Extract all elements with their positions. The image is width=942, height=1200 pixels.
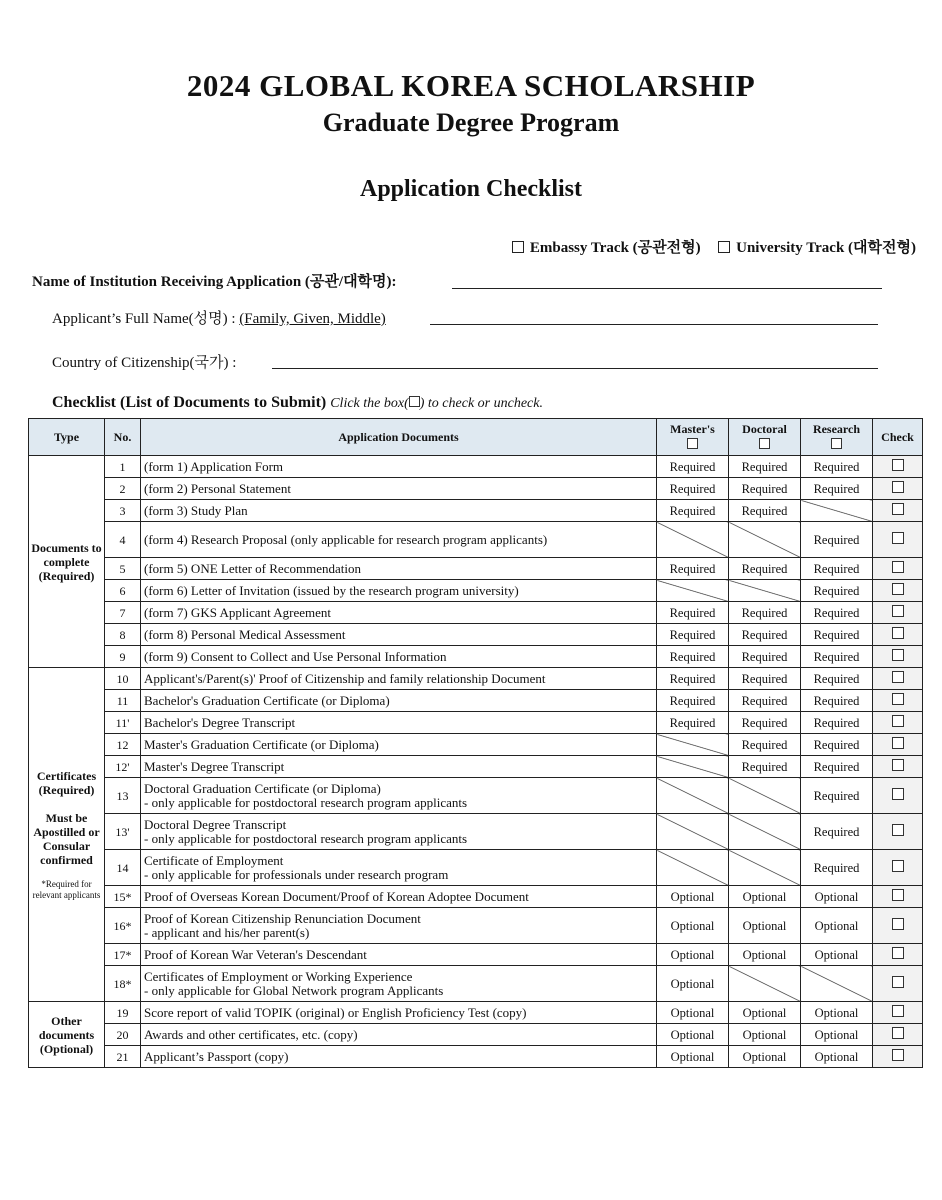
document-name: (form 9) Consent to Collect and Use Personal Information: [141, 646, 657, 668]
table-header-row: [29, 419, 923, 456]
doctoral-status: Optional: [729, 944, 801, 966]
row-checkbox[interactable]: [892, 583, 904, 595]
research-status: Required: [801, 646, 873, 668]
row-number: 15*: [105, 886, 141, 908]
research-status-not-applicable: [801, 966, 873, 1002]
institution-field[interactable]: [452, 272, 882, 289]
check-cell: [873, 558, 923, 580]
row-checkbox[interactable]: [892, 459, 904, 471]
check-cell: [873, 500, 923, 522]
research-status: Required: [801, 690, 873, 712]
col-type: Type: [29, 419, 105, 456]
row-checkbox[interactable]: [892, 976, 904, 988]
doctoral-status: Required: [729, 456, 801, 478]
row-checkbox[interactable]: [892, 947, 904, 959]
doctoral-status: Required: [729, 646, 801, 668]
checkbox-icon: [409, 396, 420, 407]
col-no: No.: [105, 419, 141, 456]
check-cell: [873, 624, 923, 646]
document-note: - applicant and his/her parent(s): [144, 924, 310, 940]
doctoral-status-not-applicable: [729, 814, 801, 850]
check-cell: [873, 668, 923, 690]
row-number: 19: [105, 1002, 141, 1024]
research-status: Optional: [801, 908, 873, 944]
row-number: 3: [105, 500, 141, 522]
table-row: [29, 908, 923, 944]
table-row: [29, 778, 923, 814]
research-status: Required: [801, 456, 873, 478]
doctoral-status: Optional: [729, 908, 801, 944]
doctoral-status: Required: [729, 668, 801, 690]
document-title: 2024 GLOBAL KOREA SCHOLARSHIP: [186, 68, 756, 103]
masters-status: Optional: [657, 886, 729, 908]
document-name: Applicant's/Parent(s)' Proof of Citizenship and family relationship Document: [141, 668, 657, 690]
type-certificates: Certificates (Required) Must be Apostilled or Consular confirmed *Required for relevant applicants: [29, 668, 105, 1002]
check-cell: [873, 1024, 923, 1046]
row-checkbox[interactable]: [892, 759, 904, 771]
doctoral-status: Optional: [729, 1024, 801, 1046]
table-row: [29, 756, 923, 778]
document-name: (form 5) ONE Letter of Recommendation: [141, 558, 657, 580]
document-name: Bachelor's Degree Transcript: [141, 712, 657, 734]
table-row: [29, 456, 923, 478]
row-checkbox[interactable]: [892, 605, 904, 617]
research-status-not-applicable: [801, 500, 873, 522]
col-masters: Master's: [657, 419, 729, 456]
masters-status: Optional: [657, 1002, 729, 1024]
doctoral-status: Required: [729, 500, 801, 522]
research-status: Required: [801, 668, 873, 690]
row-number: 13': [105, 814, 141, 850]
check-cell: [873, 756, 923, 778]
research-checkbox[interactable]: [831, 438, 842, 449]
document-name: Applicant’s Passport (copy): [141, 1046, 657, 1068]
check-cell: [873, 1046, 923, 1068]
check-cell: [873, 690, 923, 712]
table-row: [29, 478, 923, 500]
document-name: Proof of Korean Citizenship Renunciation Document - applicant and his/her parent(s): [141, 908, 657, 944]
university-track-checkbox[interactable]: [718, 241, 730, 253]
table-row: [29, 558, 923, 580]
apostille-note: Must be Apostilled or Consular confirmed: [33, 810, 100, 867]
research-status: Required: [801, 478, 873, 500]
doctoral-status-not-applicable: [729, 850, 801, 886]
checklist-title: Checklist (List of Documents to Submit): [52, 394, 327, 411]
checklist-instruction: Click the box( ) to check or uncheck.: [330, 396, 543, 411]
table-row: [29, 814, 923, 850]
row-checkbox[interactable]: [892, 918, 904, 930]
doctoral-status: Required: [729, 690, 801, 712]
masters-status: Required: [657, 668, 729, 690]
doctoral-status: Required: [729, 624, 801, 646]
check-cell: [873, 602, 923, 624]
masters-status: Optional: [657, 966, 729, 1002]
country-field[interactable]: [272, 352, 878, 369]
table-row: [29, 522, 923, 558]
row-checkbox[interactable]: [892, 1027, 904, 1039]
research-status: Required: [801, 734, 873, 756]
doctoral-status: Required: [729, 712, 801, 734]
col-docs: Application Documents: [141, 419, 657, 456]
row-number: 4: [105, 522, 141, 558]
check-cell: [873, 778, 923, 814]
table-row: [29, 668, 923, 690]
research-status: Required: [801, 850, 873, 886]
row-checkbox[interactable]: [892, 1049, 904, 1061]
document-name: Certificates of Employment or Working Experience - only applicable for Global Network program Applicants: [141, 966, 657, 1002]
row-number: 11': [105, 712, 141, 734]
masters-status: Optional: [657, 908, 729, 944]
masters-status: Required: [657, 690, 729, 712]
row-number: 20: [105, 1024, 141, 1046]
doctoral-status-not-applicable: [729, 778, 801, 814]
research-status: Required: [801, 624, 873, 646]
row-number: 14: [105, 850, 141, 886]
research-status: Required: [801, 814, 873, 850]
research-status: Optional: [801, 886, 873, 908]
documents-table: [28, 418, 923, 1068]
check-cell: [873, 944, 923, 966]
document-name: Master's Degree Transcript: [141, 756, 657, 778]
checklist-heading: Application Checklist: [359, 176, 583, 202]
check-cell: [873, 908, 923, 944]
research-status: Required: [801, 778, 873, 814]
masters-status: Optional: [657, 1024, 729, 1046]
doctoral-checkbox[interactable]: [759, 438, 770, 449]
row-number: 13: [105, 778, 141, 814]
table-row: [29, 602, 923, 624]
document-note: - only applicable for Global Network program Applicants: [144, 982, 444, 998]
row-checkbox[interactable]: [892, 503, 904, 515]
row-checkbox[interactable]: [892, 824, 904, 836]
doctoral-status-not-applicable: [729, 522, 801, 558]
row-number: 9: [105, 646, 141, 668]
masters-status-not-applicable: [657, 756, 729, 778]
masters-status-not-applicable: [657, 778, 729, 814]
doctoral-status: Optional: [729, 1002, 801, 1024]
relevant-applicants-note: *Required for relevant applicants: [32, 878, 101, 900]
applicant-name-row: [52, 307, 386, 328]
table-row: [29, 712, 923, 734]
row-checkbox[interactable]: [892, 737, 904, 749]
masters-status: Optional: [657, 1046, 729, 1068]
doctoral-status: Required: [729, 558, 801, 580]
masters-status: Required: [657, 624, 729, 646]
check-cell: [873, 1002, 923, 1024]
row-checkbox[interactable]: [892, 860, 904, 872]
embassy-track-checkbox[interactable]: [512, 241, 524, 253]
applicant-name-label: Applicant’s Full Name(성명) :: [52, 311, 240, 327]
research-status: Required: [801, 558, 873, 580]
research-status: Required: [801, 756, 873, 778]
check-cell: [873, 734, 923, 756]
document-note: - only applicable for postdoctoral research program applicants: [144, 830, 468, 846]
row-checkbox[interactable]: [892, 788, 904, 800]
table-row: [29, 734, 923, 756]
doctoral-status: Required: [729, 734, 801, 756]
type-other: Other documents (Optional): [29, 1002, 105, 1068]
row-number: 12': [105, 756, 141, 778]
row-checkbox[interactable]: [892, 561, 904, 573]
row-number: 16*: [105, 908, 141, 944]
masters-status-not-applicable: [657, 814, 729, 850]
row-number: 17*: [105, 944, 141, 966]
check-cell: [873, 456, 923, 478]
document-name: (form 4) Research Proposal (only applicable for research program applicants): [141, 522, 657, 558]
table-row: [29, 944, 923, 966]
row-checkbox[interactable]: [892, 693, 904, 705]
check-cell: [873, 646, 923, 668]
document-name: Awards and other certificates, etc. (copy): [141, 1024, 657, 1046]
row-checkbox[interactable]: [892, 889, 904, 901]
research-status: Optional: [801, 1024, 873, 1046]
row-number: 6: [105, 580, 141, 602]
document-name: Score report of valid TOPIK (original) or English Proficiency Test (copy): [141, 1002, 657, 1024]
document-name: Master's Graduation Certificate (or Diploma): [141, 734, 657, 756]
doctoral-status: Required: [729, 756, 801, 778]
row-number: 10: [105, 668, 141, 690]
table-row: [29, 850, 923, 886]
research-status: Required: [801, 602, 873, 624]
document-name: Proof of Korean War Veteran's Descendant: [141, 944, 657, 966]
university-track-label: University Track (대학전형): [736, 240, 916, 256]
row-number: 21: [105, 1046, 141, 1068]
document-note: - only applicable for postdoctoral research program applicants: [144, 794, 468, 810]
table-row: [29, 580, 923, 602]
row-number: 12: [105, 734, 141, 756]
doctoral-status: Optional: [729, 1046, 801, 1068]
check-cell: [873, 966, 923, 1002]
research-status: Required: [801, 580, 873, 602]
masters-status-not-applicable: [657, 522, 729, 558]
research-status: Optional: [801, 1002, 873, 1024]
row-checkbox[interactable]: [892, 1005, 904, 1017]
table-row: [29, 624, 923, 646]
table-row: [29, 1046, 923, 1068]
check-cell: [873, 712, 923, 734]
row-number: 1: [105, 456, 141, 478]
masters-status: Required: [657, 478, 729, 500]
research-status: Required: [801, 522, 873, 558]
table-row: [29, 1002, 923, 1024]
masters-status-not-applicable: [657, 850, 729, 886]
table-row: [29, 690, 923, 712]
table-row: [29, 500, 923, 522]
type-documents: Documents to complete (Required): [29, 456, 105, 668]
document-name: Certificate of Employment - only applicable for professionals under research program: [141, 850, 657, 886]
doctoral-status-not-applicable: [729, 580, 801, 602]
document-name: Doctoral Graduation Certificate (or Diploma) - only applicable for postdoctoral research program applicants: [141, 778, 657, 814]
document-name: (form 3) Study Plan: [141, 500, 657, 522]
masters-status: Required: [657, 646, 729, 668]
masters-status-not-applicable: [657, 734, 729, 756]
check-cell: [873, 522, 923, 558]
row-number: 5: [105, 558, 141, 580]
doctoral-status: Required: [729, 478, 801, 500]
doctoral-status: Required: [729, 602, 801, 624]
applicant-name-hint: (Family, Given, Middle): [239, 311, 386, 327]
masters-status: Required: [657, 602, 729, 624]
check-cell: [873, 886, 923, 908]
document-name: Bachelor's Graduation Certificate (or Diploma): [141, 690, 657, 712]
row-checkbox[interactable]: [892, 649, 904, 661]
row-number: 7: [105, 602, 141, 624]
col-doctoral: Doctoral: [729, 419, 801, 456]
table-row: [29, 1024, 923, 1046]
row-checkbox[interactable]: [892, 481, 904, 493]
row-checkbox[interactable]: [892, 715, 904, 727]
col-check: Check: [873, 419, 923, 456]
masters-status: Required: [657, 500, 729, 522]
doctoral-status-not-applicable: [729, 966, 801, 1002]
document-name: Proof of Overseas Korean Document/Proof of Korean Adoptee Document: [141, 886, 657, 908]
masters-status-not-applicable: [657, 580, 729, 602]
document-name: (form 1) Application Form: [141, 456, 657, 478]
embassy-track-label: Embassy Track (공관전형): [529, 240, 701, 256]
row-number: 11: [105, 690, 141, 712]
research-status: Required: [801, 712, 873, 734]
table-row: [29, 646, 923, 668]
institution-label: Name of Institution Receiving Application (공관/대학명):: [32, 274, 397, 290]
row-checkbox[interactable]: [892, 627, 904, 639]
col-research: Research: [801, 419, 873, 456]
check-cell: [873, 580, 923, 602]
country-label: Country of Citizenship(국가) :: [52, 355, 237, 371]
masters-status: Required: [657, 558, 729, 580]
document-name: Doctoral Degree Transcript - only applicable for postdoctoral research program applicants: [141, 814, 657, 850]
research-status: Optional: [801, 1046, 873, 1068]
masters-status: Required: [657, 712, 729, 734]
row-number: 2: [105, 478, 141, 500]
doctoral-status: Optional: [729, 886, 801, 908]
document-name: (form 6) Letter of Invitation (issued by the research program university): [141, 580, 657, 602]
document-name: (form 8) Personal Medical Assessment: [141, 624, 657, 646]
masters-status: Required: [657, 456, 729, 478]
document-name: (form 7) GKS Applicant Agreement: [141, 602, 657, 624]
table-row: [29, 886, 923, 908]
document-note: - only applicable for professionals under research program: [144, 866, 449, 882]
row-checkbox[interactable]: [892, 532, 904, 544]
checklist-title-row: [52, 394, 543, 412]
check-cell: [873, 850, 923, 886]
document-name: (form 2) Personal Statement: [141, 478, 657, 500]
program-subtitle: Graduate Degree Program: [322, 108, 620, 137]
masters-status: Optional: [657, 944, 729, 966]
masters-checkbox[interactable]: [687, 438, 698, 449]
row-number: 8: [105, 624, 141, 646]
row-number: 18*: [105, 966, 141, 1002]
row-checkbox[interactable]: [892, 671, 904, 683]
check-cell: [873, 814, 923, 850]
table-row: [29, 966, 923, 1002]
applicant-name-field[interactable]: [430, 308, 878, 325]
check-cell: [873, 478, 923, 500]
track-selector: [512, 236, 916, 257]
research-status: Optional: [801, 944, 873, 966]
